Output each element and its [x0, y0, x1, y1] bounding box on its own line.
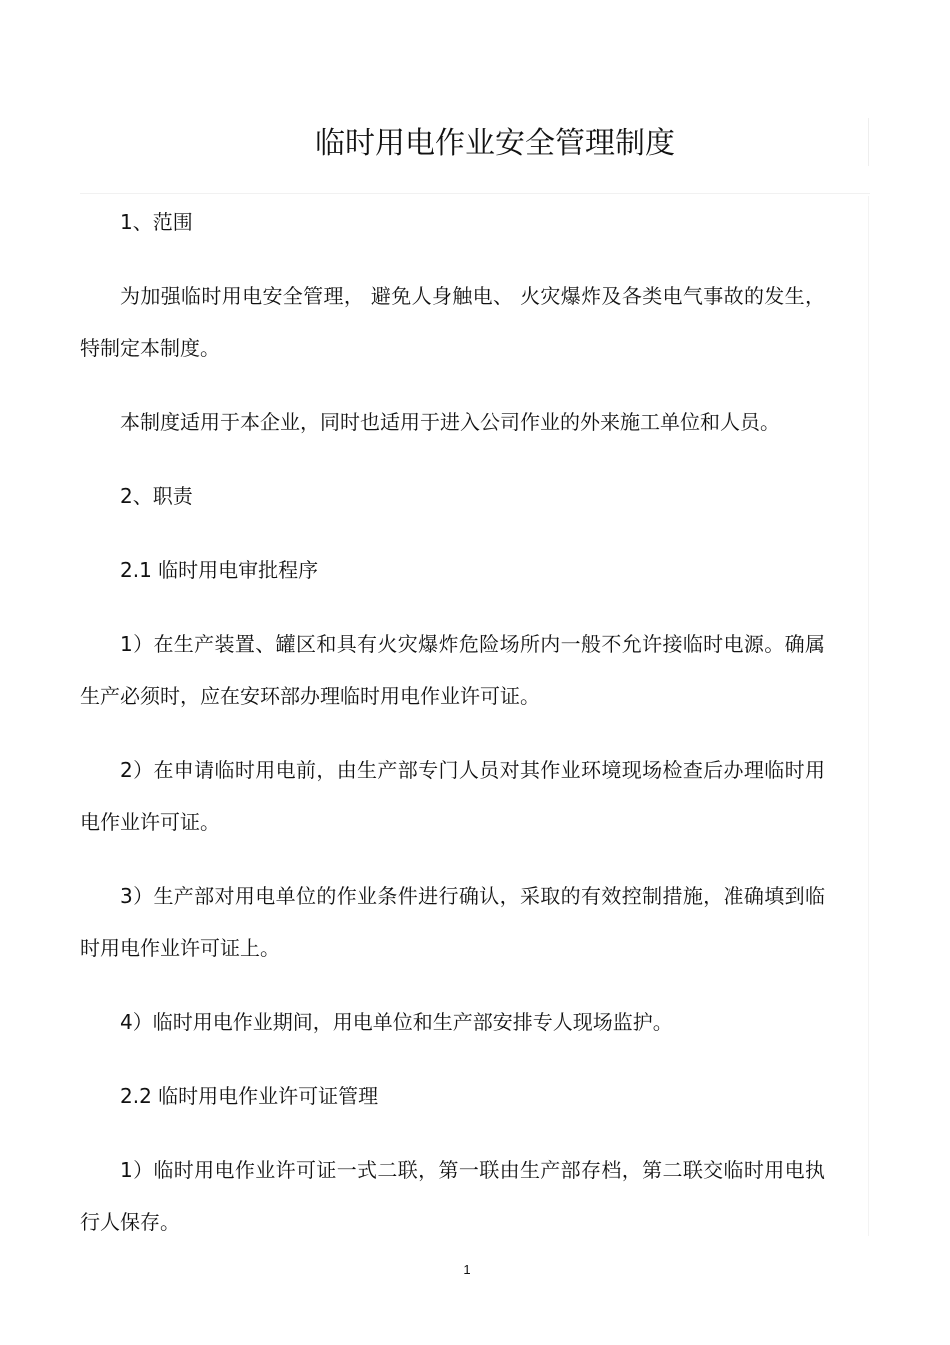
list-item-approval-4: 4）临时用电作业期间，用电单位和生产部安排专人现场监护。: [120, 1010, 673, 1034]
list-item-approval-1: 1）在生产装置、罐区和具有火灾爆炸危险场所内一般不允许接临时电源。确属生产必须时，应在安环部办理临时用电作业许可证。: [80, 632, 825, 708]
page-number: 1: [463, 1262, 471, 1277]
subsection-heading-permit: 2.2 临时用电作业许可证管理: [120, 1084, 379, 1108]
section-heading-scope: 1、范围: [120, 210, 193, 234]
title-border-bottom: [80, 193, 870, 194]
paragraph-purpose: 为加强临时用电安全管理， 避免人身触电、 火灾爆炸及各类电气事故的发生，特制定本制度。: [80, 284, 825, 360]
title-border-right: [868, 118, 869, 166]
section-heading-duties: 2、职责: [120, 484, 193, 508]
subsection-heading-approval: 2.1 临时用电审批程序: [120, 558, 319, 582]
list-item-permit-1: 1）临时用电作业许可证一式二联，第一联由生产部存档，第二联交临时用电执行人保存。: [80, 1158, 825, 1234]
paragraph-applicability: 本制度适用于本企业，同时也适用于进入公司作业的外来施工单位和人员。: [120, 410, 780, 434]
list-item-approval-3: 3）生产部对用电单位的作业条件进行确认，采取的有效控制措施，准确填到临时用电作业许可证上。: [80, 884, 825, 960]
list-item-approval-2: 2）在申请临时用电前，由生产部专门人员对其作业环境现场检查后办理临时用电作业许可证。: [80, 758, 825, 834]
body-border-right: [868, 196, 869, 1236]
document-body: [80, 196, 825, 1270]
document-title: 临时用电作业安全管理制度: [315, 126, 675, 161]
